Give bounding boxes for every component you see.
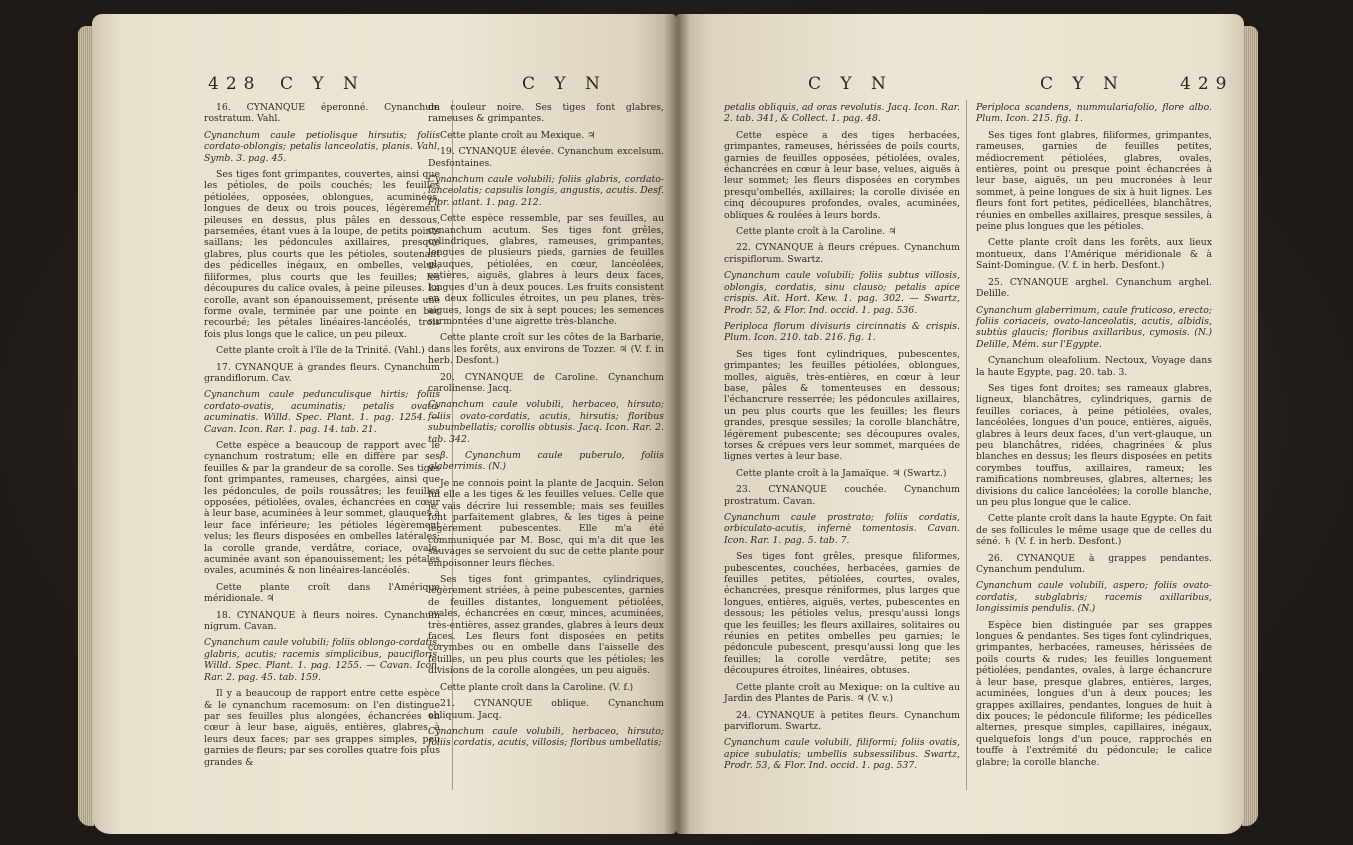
paragraph: Ses tiges font cylindriques, pubescentes, grimpantes; les feuilles pétiolées, oblongues, molles, aiguës, très-entières, en cœur à leur base, pâles & tomenteuses en dessous; l'échancrure resserrée; les pédoncules axillaires, un peu plus courts que les feuilles; les fleurs grandes, presque sessiles; la corolle blanchâtre, légèrement pubescente; ses découpures ovales, torses & crépues vers leur sommet, marquées de lignes vertes à leur base.: [724, 348, 960, 463]
running-head: C Y N: [280, 74, 365, 94]
paragraph: Espèce bien distinguée par ses grappes longues & pendantes. Ses tiges font cylindriques, grimpantes, herbacées, rameuses, hérissées de poils courts & rudes; les feuilles longuement pétiolées, pendantes, ovales, à large échancrure à leur base, presque glabres, entières, larges, acuminées, longues d'un à deux pouces; les grappes axillaires, pendantes, longues de huit à dix pouces; le pédoncule filiforme; les pédicelles alternes, presque simples, capillaires, inégaux, quelquefois longs d'un pouce, rapprochés en touffe à l'extrémité du pédoncule; le calice glabre; la corolle blanche.: [976, 619, 1212, 768]
running-head: C Y N: [1040, 74, 1125, 94]
column-rule: [966, 100, 967, 790]
paragraph: Cette espèce ressemble, par ses feuilles, au cynanchum acutum. Ses tiges font grêles, cylindriques, glabres, rameuses, grimpantes, longues de plusieurs pieds, garnies de feuilles glauques, pétiolées, en cœur, lancéolées, entières, aiguës, glabres à leurs deux faces, longues d'un à deux pouces. Les fruits consistent en deux follicules étroites, un peu planes, très-aigues, longs de six à sept pouces; les semences surmontées d'une aigrette très-blanche.: [428, 213, 664, 327]
paragraph: 22. CYNANQUE à fleurs crépues. Cynanchum crispiflorum. Swartz.: [724, 242, 960, 265]
left-page: [92, 14, 676, 834]
page-number: 429: [1180, 74, 1234, 94]
page-number: 428: [208, 74, 262, 94]
running-head: C Y N: [808, 74, 893, 94]
paragraph: 19. CYNANQUE élevée. Cynanchum excelsum. Desfontaines.: [428, 146, 664, 169]
right-page-column-2: [976, 102, 1212, 773]
right-page: [676, 14, 1244, 834]
paragraph: Ses tiges font grêles, presque filiformes, pubescentes, couchées, herbacées, garnies de feuilles petites, pétiolées, courtes, ovales, échancrées, presque réniformes, plus larges que longues, entières, aiguës, vertes, pubescentes en dessous; les pétioles velus, presqu'aussi longs que les feuilles; les fleurs axillaires, solitaires ou réunies en petites ombelles peu garnies; le pédoncule pubescent, presqu'aussi long que les feuilles; la corolle verdâtre, petite; ses découpures étroites, linéaires, obtuses.: [724, 551, 960, 677]
paragraph: Cynanchum caule volubili, filiformi; foliis ovatis, apice subulatis; umbellis subsessilibus. Swartz, Prodr. 53, & Flor. Ind. occid. 1. pag. 537.: [724, 737, 960, 772]
paragraph: de couleur noire. Ses tiges font glabres, rameuses & grimpantes.: [428, 102, 664, 125]
paragraph: Cette plante croît à l'île de la Trinité. (Vahl.): [216, 345, 425, 357]
right-page-header: [676, 74, 1244, 98]
left-page-header: [92, 74, 676, 98]
paragraph: Cynanchum caule petiolisque hirsutis; foliis cordato-oblongis; petalis lanceolatis, planis. Vahl, Symb. 3. pag. 45.: [204, 129, 440, 164]
paragraph: Cynanchum caule volubili; foliis glabris, cordato-lanceolatis; capsulis longis, angustis, acutis. Desf. Flor. atlant. 1. pag. 212.: [428, 174, 664, 208]
paragraph: Cette plante croît à la Caroline. ♃: [736, 226, 897, 238]
paragraph: Periploca florum divisuris circinnatis & crispis. Plum. Icon. 210. tab. 216. fig. 1.: [724, 320, 960, 344]
paragraph: 24. CYNANQUE à petites fleurs. Cynanchum parviflorum. Swartz.: [724, 709, 960, 732]
paragraph: 17. CYNANQUE à grandes fleurs. Cynanchum grandiflorum. Cav.: [204, 361, 440, 384]
paragraph: Cette plante croît au Mexique. ♃: [440, 129, 596, 141]
paragraph: 20. CYNANQUE de Caroline. Cynanchum carolinense. Jacq.: [428, 371, 664, 394]
paragraph: Ses tiges font grimpantes, couvertes, ainsi que les pétioles, de poils couchés; les feuilles pétiolées, opposées, oblongues, acuminées, longues de deux ou trois pouces, légèrement pileuses en dessus, plus pâles en dessous, parsemées, étant vues à la loupe, de petits points saillans; les pédoncules axillaires, presque glabres, plus courts que les pétioles, soutenant des pédicelles inégaux, en ombelles, velus, filiformes, plus courts que les feuilles; les découpures du calice ovales, à peine pileuses. La corolle, avant son épanouissement, présente une forme ovale, terminée par une pointe en bec recourbé; les pétales linéaires-lancéolés, trois fois plus longs que le calice, un peu pileux.: [204, 169, 440, 340]
paragraph: Ses tiges font glabres, filiformes, grimpantes, rameuses, garnies de feuilles petites, médiocrement pétiolées, glabres, ovales, entières, point ou presque point échancrées à leur base, aiguës, un peu mucronées à leur sommet, à peine longues de six à huit lignes. Les fleurs font fort petites, pédicellées, blanchâtres, réunies en ombelles axillaires, presque sessiles, à peine plus longues que les pétioles.: [976, 129, 1212, 233]
paragraph: Cynanchum caule volubili, herbaceo, hirsuto; foliis ovato-cordatis, acutis, hirsutis; floribus subumbellatis; corollis obtusis. Jacq. Icon. Rar. 2. tab. 342.: [428, 399, 664, 445]
paragraph: Ses tiges font droites; ses rameaux glabres, ligneux, blanchâtres, cylindriques, garnis de feuilles coriaces, à peine pétiolées, ovales, lancéolées, longues d'un pouce, entières, aiguës, glabres à leurs deux faces, d'un vert-glauque, un peu blanchâtres, ridées, chagrinées & plus blanches en dessus; les fleurs disposées en petits corymbes touffus, axillaires, rameux; les ramifications nombreuses, glabres, alternes; les divisions du calice lancéolées; la corolle blanche, un peu plus longue que le calice.: [976, 382, 1212, 508]
paragraph: Ses tiges font grimpantes, cylindriques, légèrement striées, à peine pubescentes, garnies de feuilles distantes, longuement pétiolées, ovales, échancrées en cœur, minces, acuminées, très-entières, assez grandes, glabres à leurs deux faces. Les fleurs font disposées en petits corymbes ou en ombelle dans l'aisselle des feuilles, un peu plus courts que les pétioles; les divisions de la corolle alongées, un peu aiguës.: [428, 574, 664, 677]
paragraph: 23. CYNANQUE couchée. Cynanchum prostratum. Cavan.: [724, 484, 960, 507]
paragraph: Cynanchum caule volubili; foliis oblongo-cordatis, glabris, acutis; racemis simplicibus, paucifloris. Willd. Spec. Plant. 1. pag. 1255. — Cavan. Icon. Rar. 2. pag. 45. tab. 159.: [204, 637, 440, 683]
paragraph: Cynanchum oleafolium. Nectoux, Voyage dans la haute Egypte, pag. 20. tab. 3.: [976, 355, 1212, 378]
paragraph: Il y a beaucoup de rapport entre cette espèce & le cynanchum racemosum: on l'en distingue par ses feuilles plus alongées, échancrées en cœur à leur base, aiguës, entières, glabres à leurs deux faces; par ses grappes simples, peu garnies de fleurs; par ses corolles quatre fois plus grandes &: [204, 688, 440, 768]
right-page-column-1: [724, 102, 960, 777]
paragraph: Je ne connois point la plante de Jacquin. Selon lui elle a les tiges & les feuilles velues. Celle que je vais décrire lui ressemble; mais ses feuilles font parfaitement glabres, & les tiges à peine légèrement pubescentes. Elle m'a été communiquée par M. Bosc, qui m'a dit que les sauvages se servoient du suc de cette plante pour empoisonner leurs flèches.: [428, 477, 664, 569]
paragraph: 26. CYNANQUE à grappes pendantes. Cynanchum pendulum.: [976, 552, 1212, 576]
paragraph: petalis obliquis, ad oras revolutis. Jacq. Icon. Rar. 2. tab. 341, & Collect. 1. pag. 48.: [724, 102, 960, 125]
paragraph: Cette espèce a des tiges herbacées, grimpantes, rameuses, hérissées de poils courts, garnies de feuilles opposées, pétiolées, ovales, échancrées en cœur à leur base, velues, aiguës à leur sommet; les fleurs disposées en corymbes presqu'ombellés, axillaires; la corolle divisée en cinq découpures profondes, ovales, acuminées, obliques & roulées à leurs bords.: [724, 129, 960, 221]
paragraph: 18. CYNANQUE à fleurs noires. Cynanchum nigrum. Cavan.: [204, 609, 440, 633]
paragraph: Cette plante croît au Mexique: on la cultive au Jardin des Plantes de Paris. ♃ (V. v.): [724, 681, 960, 705]
paragraph: Cynanchum caule volubili, herbaceo, hirsuto; foliis cordatis, acutis, villosis; floribus umbellatis;: [428, 725, 664, 749]
paragraph: Cynanchum glaberrimum, caule fruticoso, erecto; foliis coriaceis, ovato-lanceolatis, acutis, albidis, subtùs glaucis; floribus axillaribus, cymosis. (N.) Delille, Mém. sur l'Egypte.: [976, 304, 1212, 350]
book-gutter: [664, 14, 690, 834]
paragraph: Cette plante croît sur les côtes de la Barbarie, dans les forêts, aux environs de Tozzer. ♃ (V. f. in herb. Desfont.): [428, 332, 664, 367]
paragraph: Cynanchum caule pedunculisque hirtis; foliis cordato-ovatis, acuminatis; petalis ovato-acuminatis. Willd. Spec. Plant. 1. pag. 1254. — Cavan. Icon. Rar. 1. pag. 14. tab. 21.: [204, 389, 440, 435]
paragraph: β. Cynanchum caule puberulo, foliis glaberrimis. (N.): [428, 449, 664, 473]
paragraph: 25. CYNANQUE arghel. Cynanchum arghel. Delille.: [976, 276, 1212, 300]
paragraph: Cette plante croît à la Jamaïque. ♃ (Swartz.): [736, 467, 947, 479]
paragraph: 16. CYNANQUE éperonné. Cynanchum rostratum. Vahl.: [204, 102, 440, 125]
paragraph: Cynanchum caule volubili; foliis subtus villosis, oblongis, cordatis, sinu clauso; petalis apice crispis. Ait. Hort. Kew. 1. pag. 302. — Swartz, Prodr. 52, & Flor. Ind. occid. 1. pag. 536.: [724, 270, 960, 316]
paragraph: Periploca scandens, nummulariafolio, flore albo. Plum. Icon. 215. fig. 1.: [976, 102, 1212, 125]
paragraph: Cynanchum caule volubili, aspero; foliis ovato-cordatis, subglabris; racemis axillaribus, longissimis pendulis. (N.): [976, 580, 1212, 615]
left-page-column-1: [204, 102, 440, 773]
running-head: C Y N: [522, 74, 607, 94]
right-page-edges: [1242, 26, 1258, 826]
paragraph: Cette plante croît dans l'Amérique méridionale. ♃: [204, 581, 440, 605]
paragraph: Cette plante croît dans la haute Egypte. On fait de ses follicules le même usage que de celles du séné. ♄ (V. f. in herb. Desfont.): [976, 513, 1212, 548]
paragraph: Cette plante croît dans la Caroline. (V. f.): [440, 681, 634, 693]
paragraph: Cette plante croît dans les forêts, aux lieux montueux, dans l'Amérique méridionale & à Saint-Domingue. (V. f. in herb. Desfont.): [976, 237, 1212, 272]
paragraph: 21. CYNANQUE oblique. Cynanchum obliquum. Jacq.: [428, 698, 664, 721]
left-page-column-2: [428, 102, 664, 754]
paragraph: Cette espèce a beaucoup de rapport avec le cynanchum rostratum; elle en diffère par ses feuilles & par la grandeur de sa corolle. Ses tiges font grimpantes, rameuses, chargées, ainsi que les pédoncules, de poils roussâtres; les feuilles opposées, pétiolées, ovales, échancrées en cœur à leur base, acuminées à leur sommet, glauques à leur face inférieure; les pétioles légèrement velus; les fleurs disposées en ombelles latérales; la corolle grande, verdâtre, coriace, ovale, acuminée avant son épanouissement; les pétales ovales, acuminés & non linéaires-lancéolés.: [204, 439, 440, 577]
paragraph: Cynanchum caule prostrato; foliis cordatis, orbiculato-acutis, infernè tomentosis. Cavan. Icon. Rar. 1. pag. 5. tab. 7.: [724, 512, 960, 546]
